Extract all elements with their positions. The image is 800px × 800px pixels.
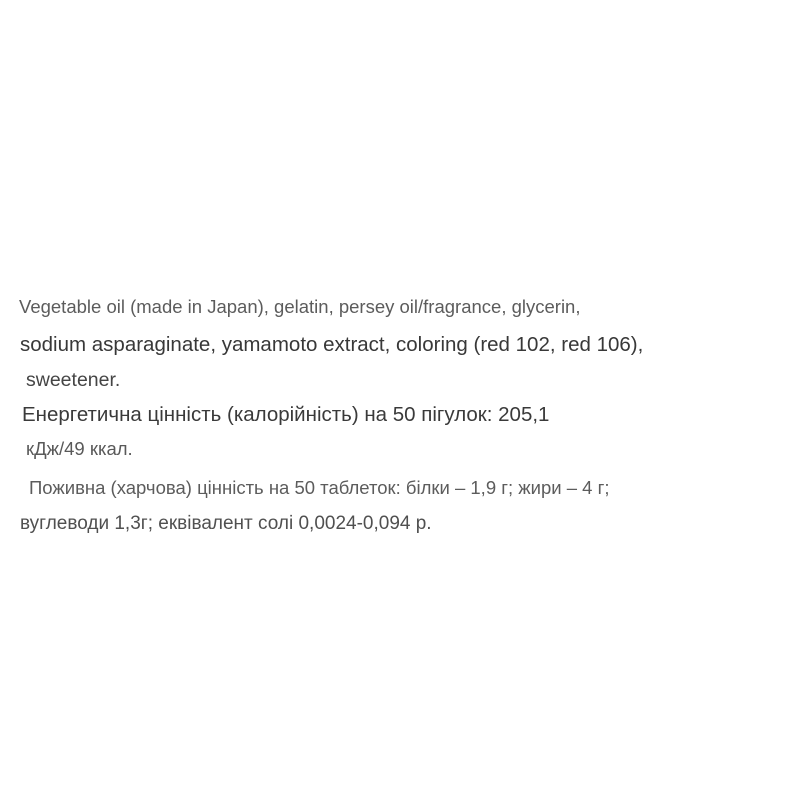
nutrition-value-line-1: Поживна (харчова) цінність на 50 таблеток: білки – 1,9 г; жири – 4 г;: [29, 477, 610, 498]
energy-value-line-1: Енергетична цінність (калорійність) на 50 пігулок: 205,1: [22, 403, 550, 426]
energy-value-line-2: кДж/49 ккал.: [26, 438, 133, 459]
nutrition-value-line-2: вуглеводи 1,3г; еквівалент солі 0,0024-0,094 р.: [20, 513, 432, 534]
ingredients-line-1: Vegetable oil (made in Japan), gelatin, persey oil/fragrance, glycerin,: [19, 296, 581, 317]
ingredients-line-3: sweetener.: [26, 369, 121, 391]
ingredients-line-2: sodium asparaginate, yamamoto extract, coloring (red 102, red 106),: [20, 333, 644, 356]
